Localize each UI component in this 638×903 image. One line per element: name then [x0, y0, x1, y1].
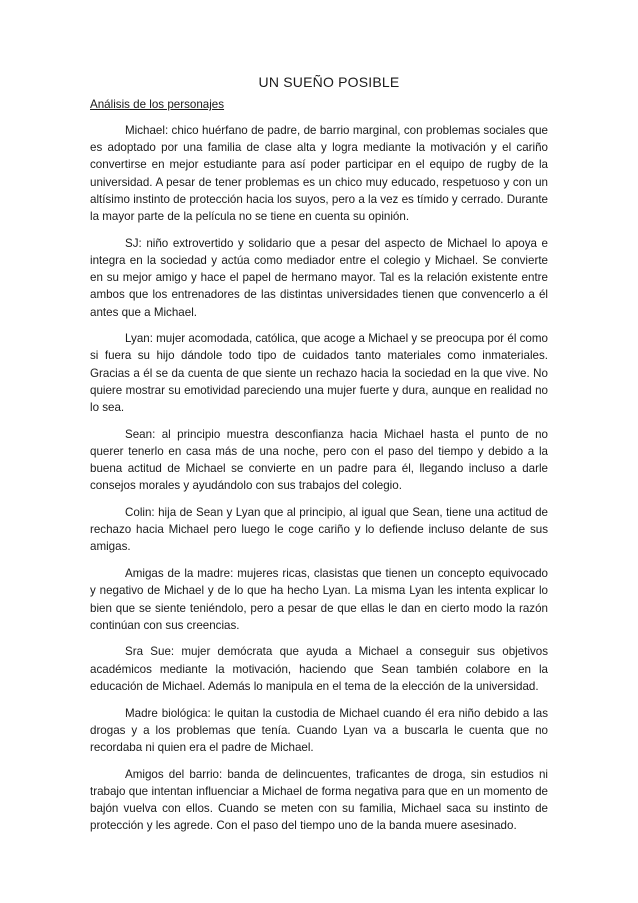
section-heading: Análisis de los personajes [90, 98, 225, 111]
paragraph-michael: Michael: chico huérfano de padre, de barrio marginal, con problemas sociales que es adoptado por una familia de clase alta y logra mediante la motivación y el cariño convertirse en mejor estudiante para así poder participar en el equipo de rugby de la universidad. A pesar de tener problemas es un chico muy educado, respetuoso y con un altísimo instinto de protección hacia los suyos, pero a la vez es tímido y cerrado. Durante la mayor parte de la película no se tiene en cuenta su opinión. [90, 124, 548, 224]
paragraph-sra-sue: Sra Sue: mujer demócrata que ayuda a Michael a conseguir sus objetivos académicos mediante la motivación, haciendo que Sean también colabore en la educación de Michael. Además lo manipula en el tema de la elección de la universidad. [90, 645, 548, 693]
paragraph-amigas-madre: Amigas de la madre: mujeres ricas, clasistas que tienen un concepto equivocado y negativo de Michael y de lo que ha hecho Lyan. La misma Lyan les intenta explicar lo bien que se siente teniéndolo, pero a pesar de que ellas le dan en cierto modo la razón continúan con sus creencias. [90, 567, 548, 632]
paragraph-sj: SJ: niño extrovertido y solidario que a pesar del aspecto de Michael lo apoya e integra en la sociedad y actúa como mediador entre el colegio y Michael. Se convierte en su mejor amigo y hace el papel de hermano mayor. Tal es la relación existente entre ambos que los entrenadores de las distintas universidades tienen que convencerlo a él antes que a Michael. [90, 236, 548, 319]
paragraph-amigos-barrio: Amigos del barrio: banda de delincuentes, traficantes de droga, sin estudios ni trabajo que intentan influenciar a Michael de forma negativa para que en un momento de bajón vuelva con ellos. Cuando se meten con su familia, Michael saca su instinto de protección y les agrede. Con el paso del tiempo uno de la banda muere asesinado. [90, 767, 548, 833]
paragraph-sean: Sean: al principio muestra desconfianza hacia Michael hasta el punto de no querer tenerlo en casa más de una noche, pero con el paso del tiempo y debido a la buena actitud de Michael se convierte en un padre para él, llegando incluso a darle consejos morales y ayudándolo con sus trabajos del colegio. [90, 427, 548, 493]
paragraph-madre-biologica: Madre biológica: le quitan la custodia de Michael cuando él era niño debido a las drogas y a los problemas que tenía. Cuando Lyan va a buscarla le cuenta que no recordaba ni quien era el padre de Michael. [90, 706, 548, 754]
paragraph-lyan: Lyan: mujer acomodada, católica, que acoge a Michael y se preocupa por él como si fuera su hijo dándole todo tipo de cuidados tanto materiales como inmateriales. Gracias a él se da cuenta de que siente un rechazo hacia la sociedad en la que vive. No quiere mostrar su emotividad pareciendo una mujer fuerte y dura, aunque en realidad no lo sea. [90, 332, 548, 415]
paragraph-colin: Colin: hija de Sean y Lyan que al principio, al igual que Sean, tiene una actitud de rechazo hacia Michael pero luego le coge cariño y lo defiende incluso delante de sus amigas. [90, 506, 548, 554]
document-title: UN SUEÑO POSIBLE [258, 74, 400, 90]
